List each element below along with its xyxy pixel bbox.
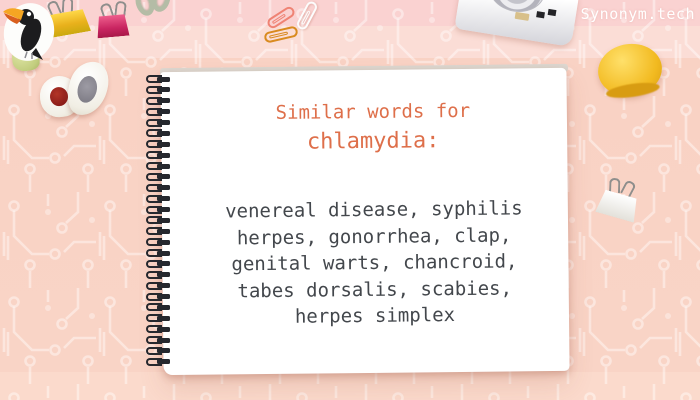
spiral-ring-icon [146, 347, 172, 355]
word-list-line: genital warts, chancroid, [231, 250, 518, 276]
camera-plate [515, 12, 530, 21]
stone-red-dot [49, 86, 69, 107]
spiral-ring-icon [146, 195, 172, 203]
card-title: Similar words for [275, 99, 471, 124]
spiral-ring-icon [146, 151, 172, 159]
binder-clip-pink-icon [94, 0, 129, 38]
camera-button [548, 9, 557, 16]
brand-watermark: Synonym.tech [580, 5, 695, 23]
notepad-page [160, 68, 569, 375]
spiral-ring-icon [146, 129, 172, 137]
word-list-line: venereal disease, syphilis [225, 197, 523, 223]
word-list [188, 195, 561, 331]
notepad [146, 57, 568, 379]
spiral-ring-icon [146, 162, 172, 170]
binder-clip-wire [62, 0, 74, 13]
macaron-pink-icon [620, 81, 692, 139]
binder-clip-body [96, 14, 130, 38]
spiral-ring-icon [146, 282, 172, 290]
stone-gray-dot [75, 74, 100, 105]
spiral-ring-icon [146, 260, 172, 268]
spiral-ring-icon [146, 216, 172, 224]
binder-clip-wire [114, 1, 127, 17]
toucan-sticker-icon [0, 0, 58, 62]
spiral-ring-icon [146, 184, 172, 192]
spiral-ring-icon [146, 140, 172, 148]
spiral-ring-icon [146, 336, 172, 344]
spiral-ring-icon [146, 173, 172, 181]
binder-clip-wire [609, 178, 621, 193]
spiral-ring-icon [146, 358, 172, 366]
spiral-binding [146, 75, 172, 366]
spiral-ring-icon [146, 314, 172, 322]
spiral-ring-icon [146, 119, 172, 127]
spiral-ring-icon [146, 86, 172, 94]
spiral-ring-icon [146, 108, 172, 116]
spiral-ring-icon [146, 271, 172, 279]
card-keyword: chlamydia: [306, 128, 440, 155]
spiral-ring-icon [146, 293, 172, 301]
spiral-ring-icon [146, 97, 172, 105]
word-list-line: herpes, gonorrhea, clap, [236, 223, 512, 249]
word-list-line: tabes dorsalis, scabies, [237, 276, 513, 302]
spiral-ring-icon [146, 238, 172, 246]
camera-button [536, 11, 545, 18]
spiral-ring-icon [146, 206, 172, 214]
spiral-ring-icon [146, 303, 172, 311]
spiral-ring-icon [146, 75, 172, 83]
word-list-line: herpes simplex [294, 304, 456, 328]
spiral-ring-icon [146, 249, 172, 257]
spiral-ring-icon [146, 325, 172, 333]
spiral-ring-icon [146, 227, 172, 235]
